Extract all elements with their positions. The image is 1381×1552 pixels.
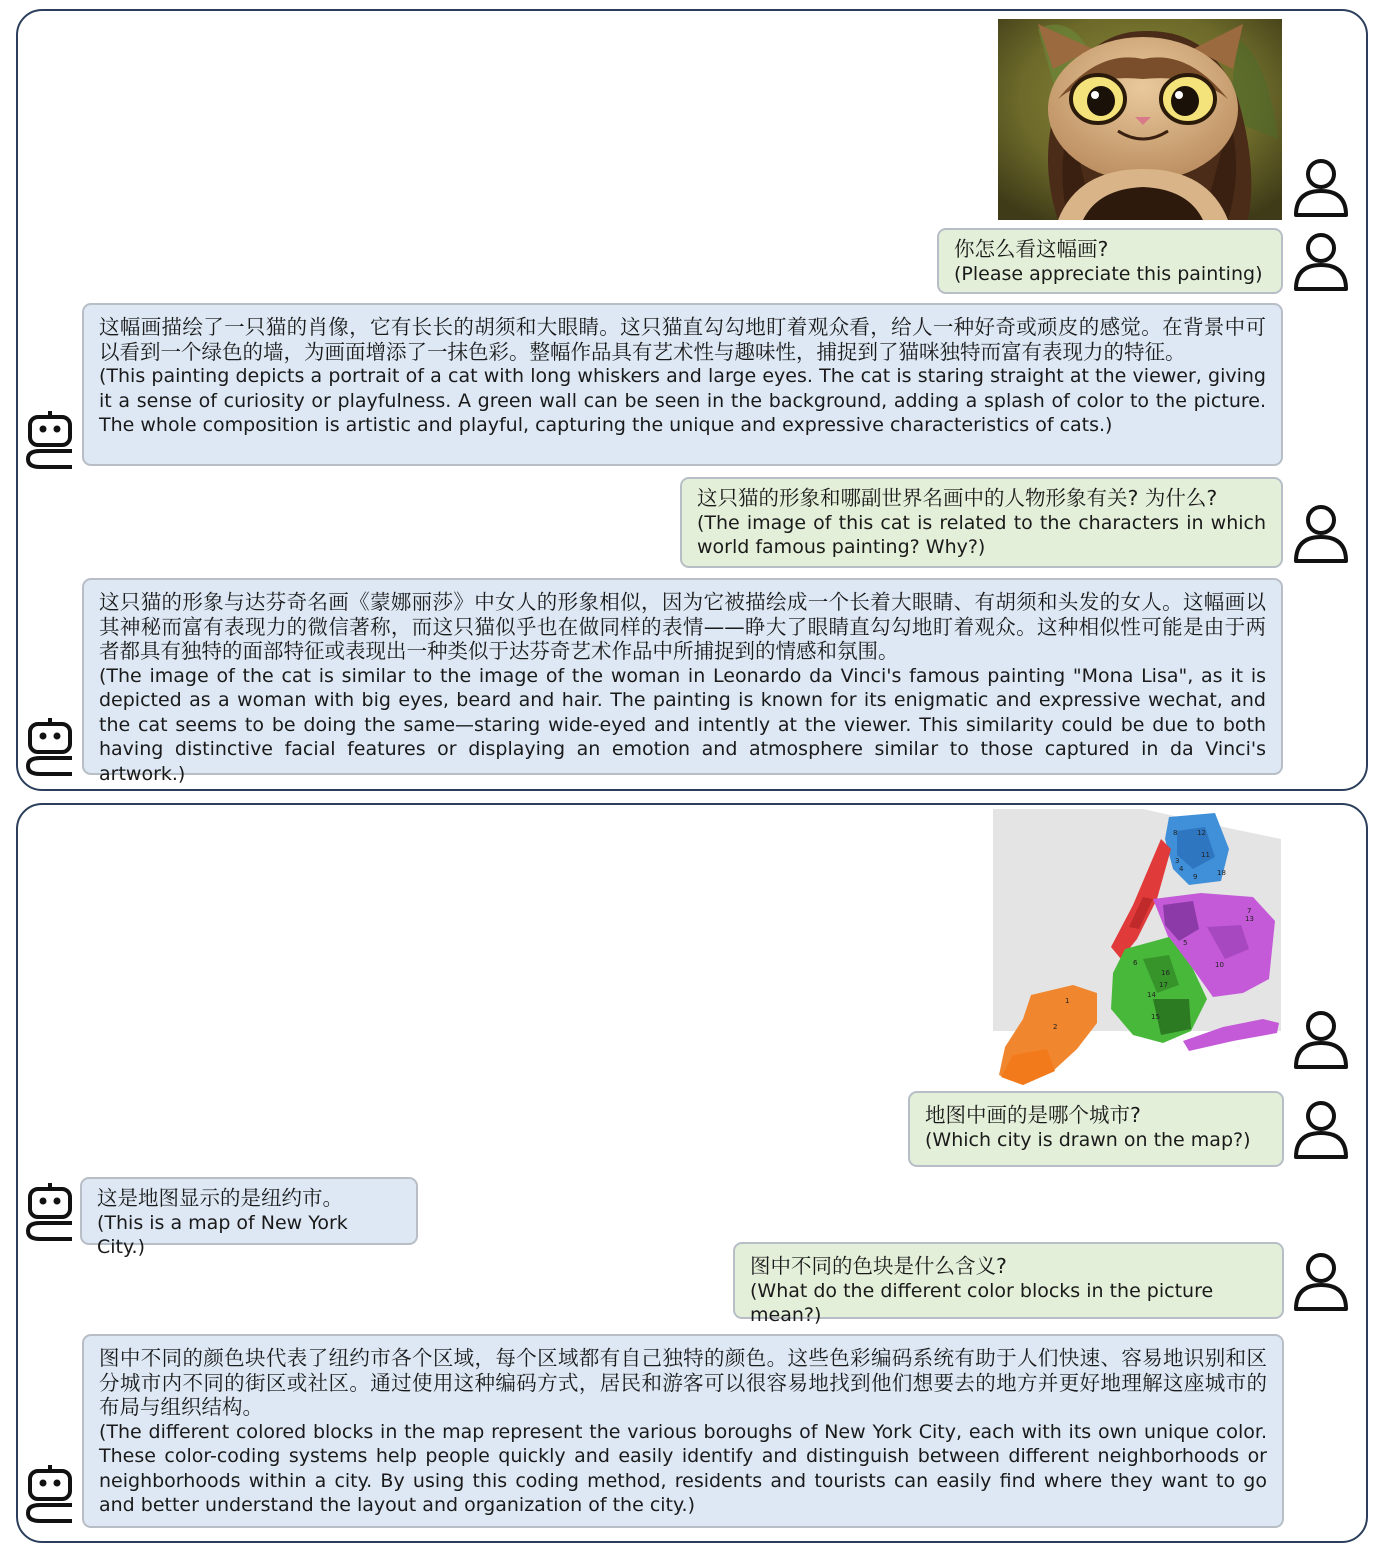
message-zh: 图中不同的颜色块代表了纽约市各个区域，每个区域都有自己独特的颜色。这些色彩编码系统有助于人们快速、容易地识别和区分城市内不同的街区或社区。通过使用这种编码方式，居民和游客可以很容易地找到他们想要去的地方并更好地理解这座城市的布局与组织结构。 (99, 1346, 1267, 1419)
message-zh: 你怎么看这幅画? (954, 237, 1109, 261)
assistant-message-2 (82, 578, 1283, 785)
map-district-label: 13 (1245, 915, 1254, 923)
map-district-label: 7 (1247, 907, 1252, 915)
map-district-label: 16 (1161, 969, 1170, 977)
user-avatar-icon (1292, 1009, 1350, 1075)
assistant-message-3 (80, 1177, 418, 1258)
message-en: (Please appreciate this painting) (954, 262, 1263, 285)
robot-icon (24, 1465, 76, 1529)
message-en: (The image of the cat is similar to the image of the woman in Leonardo da Vinci's famous painting "Mona Lisa", as it is depicted as a woman with big eyes, beard and hair. The painting is known for its enigmatic and expressive wechat, and the cat seems to be doing the same—staring wide-eyed and intently at the viewer. This similarity could be due to both having distinctive facial features or displaying an emotion and atmosphere similar to those captured in da Vinci's artwork.) (99, 664, 1266, 785)
assistant-message-1 (82, 303, 1283, 466)
user-message-2 (680, 477, 1283, 568)
map-district-label: 5 (1183, 939, 1188, 947)
cat-painting-image (998, 19, 1282, 220)
message-en: (The different colored blocks in the map represent the various boroughs of New York City, each with its own unique color. These color-coding systems help people quickly and easily identify and distinguish between different neighborhoods or neighborhoods within a city. By using this coding method, residents and tourists can easily find where they want to go and better understand the layout and organization of the city.) (99, 1420, 1267, 1516)
message-zh: 这只猫的形象与达芬奇名画《蒙娜丽莎》中女人的形象相似，因为它被描绘成一个长着大眼睛、有胡须和头发的女人。这幅画以其神秘而富有表现力的微信著称，而这只猫似乎也在做同样的表情——睁大了眼睛直勾勾地盯着观众。这种相似性可能是由于两者都具有独特的面部特征或表现出一种类似于达芬奇艺术作品中所捕捉到的情感和氛围。 (99, 590, 1266, 663)
user-message-4 (733, 1242, 1284, 1326)
map-district-label: 2 (1053, 1023, 1058, 1031)
robot-icon (24, 1183, 76, 1247)
message-en: (This is a map of New York City.) (97, 1211, 348, 1258)
map-district-label: 10 (1215, 961, 1224, 969)
map-district-label: 1 (1065, 997, 1070, 1005)
message-zh: 地图中画的是哪个城市? (925, 1103, 1141, 1127)
nyc-map-image (993, 809, 1281, 1087)
map-district-label: 17 (1159, 981, 1168, 989)
map-district-label: 14 (1147, 991, 1156, 999)
map-district-label: 3 (1175, 857, 1180, 865)
user-message-3 (908, 1091, 1284, 1167)
message-en: (This painting depicts a portrait of a cat with long whiskers and large eyes. The cat is staring straight at the viewer, giving it a sense of curiosity or playfulness. A green wall can be seen in the background, adding a splash of color to the picture. The whole composition is artistic and playful, capturing the unique and expressive characteristics of cats.) (99, 365, 1266, 436)
conversation-panel-1 (16, 9, 1368, 791)
user-message-1 (937, 228, 1283, 294)
map-district-label: 9 (1193, 873, 1198, 881)
robot-icon (24, 411, 76, 475)
message-en: (What do the different color blocks in the picture mean?) (750, 1279, 1214, 1326)
map-district-label: 6 (1133, 959, 1138, 967)
message-en: (Which city is drawn on the map?) (925, 1128, 1251, 1151)
user-avatar-icon (1292, 231, 1350, 297)
map-district-label: 4 (1179, 865, 1184, 873)
user-avatar-icon (1292, 1099, 1350, 1165)
map-district-label: 11 (1201, 851, 1210, 859)
user-avatar-icon (1292, 1251, 1350, 1317)
map-district-label: 12 (1197, 829, 1206, 837)
map-district-label: 15 (1151, 1013, 1160, 1021)
robot-icon (24, 718, 76, 782)
message-en: (The image of this cat is related to the characters in which world famous painting? Why?) (697, 511, 1266, 558)
message-zh: 这幅画描绘了一只猫的肖像，它有长长的胡须和大眼睛。这只猫直勾勾地盯着观众看，给人一种好奇或顽皮的感觉。在背景中可以看到一个绿色的墙，为画面增添了一抹色彩。整幅作品具有艺术性与趣味性，捕捉到了猫咪独特而富有表现力的特征。 (99, 315, 1266, 364)
map-district-label: 18 (1217, 869, 1226, 877)
map-district-label: 8 (1173, 829, 1178, 837)
conversation-panel-2 (16, 803, 1368, 1543)
message-zh: 图中不同的色块是什么含义? (750, 1254, 1007, 1278)
assistant-message-4 (82, 1334, 1284, 1528)
message-zh: 这是地图显示的是纽约市。 (97, 1186, 343, 1210)
user-avatar-icon (1292, 157, 1350, 223)
message-zh: 这只猫的形象和哪副世界名画中的人物形象有关? 为什么? (697, 486, 1218, 510)
user-avatar-icon (1292, 503, 1350, 569)
